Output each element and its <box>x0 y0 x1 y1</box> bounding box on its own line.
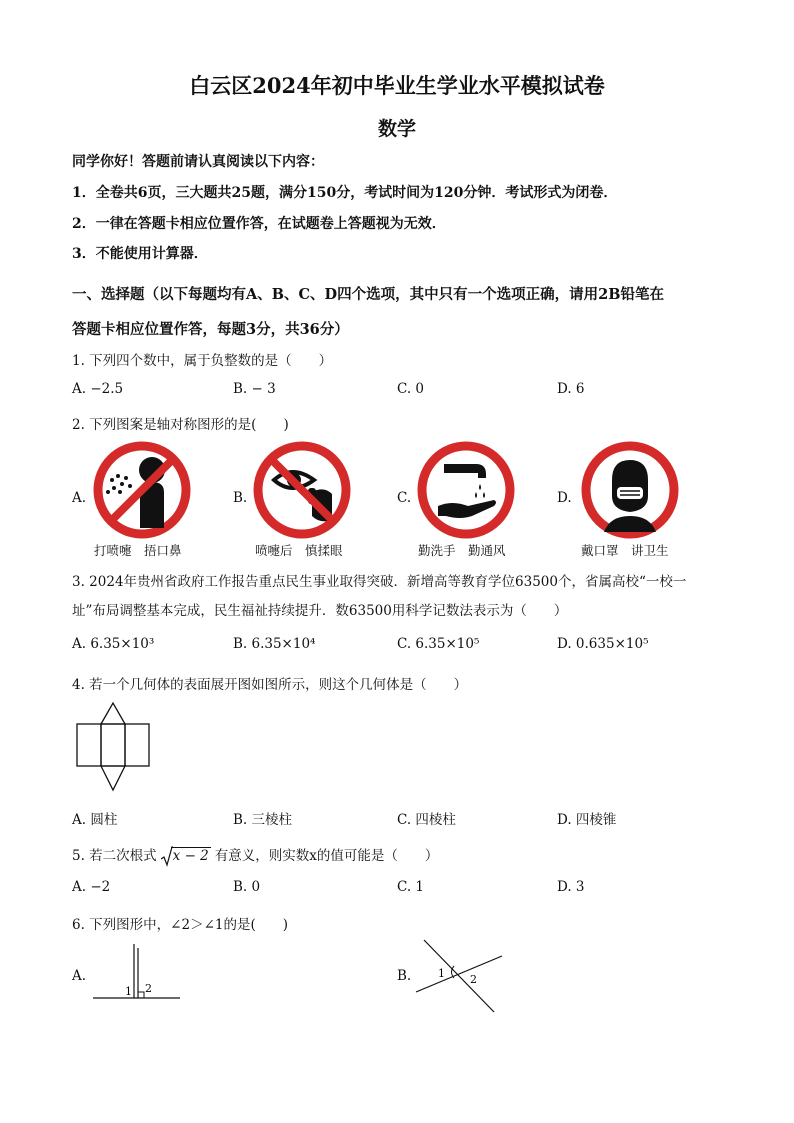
q2-option-c: C. <box>397 490 412 506</box>
notice-item-1: 1．全卷共6页，三大题共25题，满分150分，考试时间为120分钟．考试形式为闭卷． <box>72 185 618 201</box>
subject-title: 数学 <box>377 118 416 140</box>
q5-stem-pre: 5. 若二次根式 <box>72 848 157 864</box>
question-3-stem-line1: 3. 2024年贵州省政府工作报告重点民生事业取得突破．新增高等教育学位63500个，省属高校“一校一 <box>72 574 687 590</box>
q5-stem-post: 有意义，则实数x的值可能是（ ） <box>214 848 439 864</box>
notice-greeting: 同学你好！答题前请认真阅读以下内容： <box>72 154 324 170</box>
wash-hands-icon <box>416 440 516 540</box>
q2-caption-a: 打喷嚏 捂口鼻 <box>94 543 182 558</box>
q4-option-b: B. 三棱柱 <box>233 812 293 828</box>
q2-option-a: A. <box>72 490 87 506</box>
q3-option-a: A. 6.35×10³ <box>72 636 155 652</box>
angle-label-1b: 1 <box>438 967 445 980</box>
q5-option-d: D. 3 <box>557 879 585 895</box>
mask-icon <box>580 440 680 540</box>
exam-title: 白云区2024年初中毕业生学业水平模拟试卷 <box>189 73 605 98</box>
section-heading-line2: 答题卡相应位置作答，每题3分，共36分） <box>72 321 349 338</box>
q6-option-a: A. <box>72 968 87 984</box>
question-4-stem: 4. 若一个几何体的表面展开图如图所示，则这个几何体是（ ） <box>72 677 468 693</box>
angle-label-2b: 2 <box>470 973 477 986</box>
q2-caption-c: 勤洗手 勤通风 <box>418 543 506 558</box>
perpendicular-lines-figure <box>90 940 185 1004</box>
q1-option-c: C. 0 <box>397 381 425 397</box>
q4-option-a: A. 圆柱 <box>72 812 118 828</box>
q5-option-c: C. 1 <box>397 879 425 895</box>
q3-option-b: B. 6.35×10⁴ <box>233 636 316 652</box>
q5-option-a: A. −2 <box>72 879 111 895</box>
notice-item-2: 2．一律在答题卡相应位置作答，在试题卷上答题视为无效． <box>72 216 446 232</box>
notice-item-3: 3．不能使用计算器． <box>72 246 208 262</box>
question-5-stem <box>72 844 438 864</box>
question-3-stem-line2: 址”布局调整基本完成，民生福祉持续提升．数63500用科学记数法表示为（ ） <box>72 603 568 619</box>
question-1-stem: 1. 下列四个数中，属于负整数的是（ ） <box>72 353 333 369</box>
sqrt-radicand: x − 2 <box>172 848 209 864</box>
q1-option-a: A. −2.5 <box>72 381 124 397</box>
q6-option-b: B. <box>397 968 412 984</box>
prism-net-figure <box>74 700 156 796</box>
q3-option-c: C. 6.35×10⁵ <box>397 636 480 652</box>
q2-caption-d: 戴口罩 讲卫生 <box>581 543 669 558</box>
angle-label-2a: 2 <box>145 982 152 995</box>
sneeze-icon <box>92 440 192 540</box>
q4-option-c: C. 四棱柱 <box>397 812 456 828</box>
angle-label-1a: 1 <box>125 985 132 998</box>
q2-caption-b: 喷嚏后 慎揉眼 <box>255 543 343 558</box>
q2-option-b: B. <box>233 490 248 506</box>
question-2-stem: 2. 下列图案是轴对称图形的是( ) <box>72 417 289 433</box>
q1-option-d: D. 6 <box>557 381 585 397</box>
intersecting-lines-figure <box>414 936 506 1014</box>
question-6-stem: 6. 下列图形中，∠2＞∠1的是( ) <box>72 917 289 933</box>
q2-option-d: D. <box>557 490 572 506</box>
no-rub-eye-icon <box>252 440 352 540</box>
sqrt-expression <box>161 848 211 864</box>
section-heading-line1: 一、选择题（以下每题均有A、B、C、D四个选项，其中只有一个选项正确，请用2B铅笔在 <box>72 286 664 303</box>
q3-option-d: D. 0.635×10⁵ <box>557 636 649 652</box>
q5-option-b: B. 0 <box>233 879 261 895</box>
q1-option-b: B. − 3 <box>233 381 276 397</box>
q4-option-d: D. 四棱锥 <box>557 812 617 828</box>
